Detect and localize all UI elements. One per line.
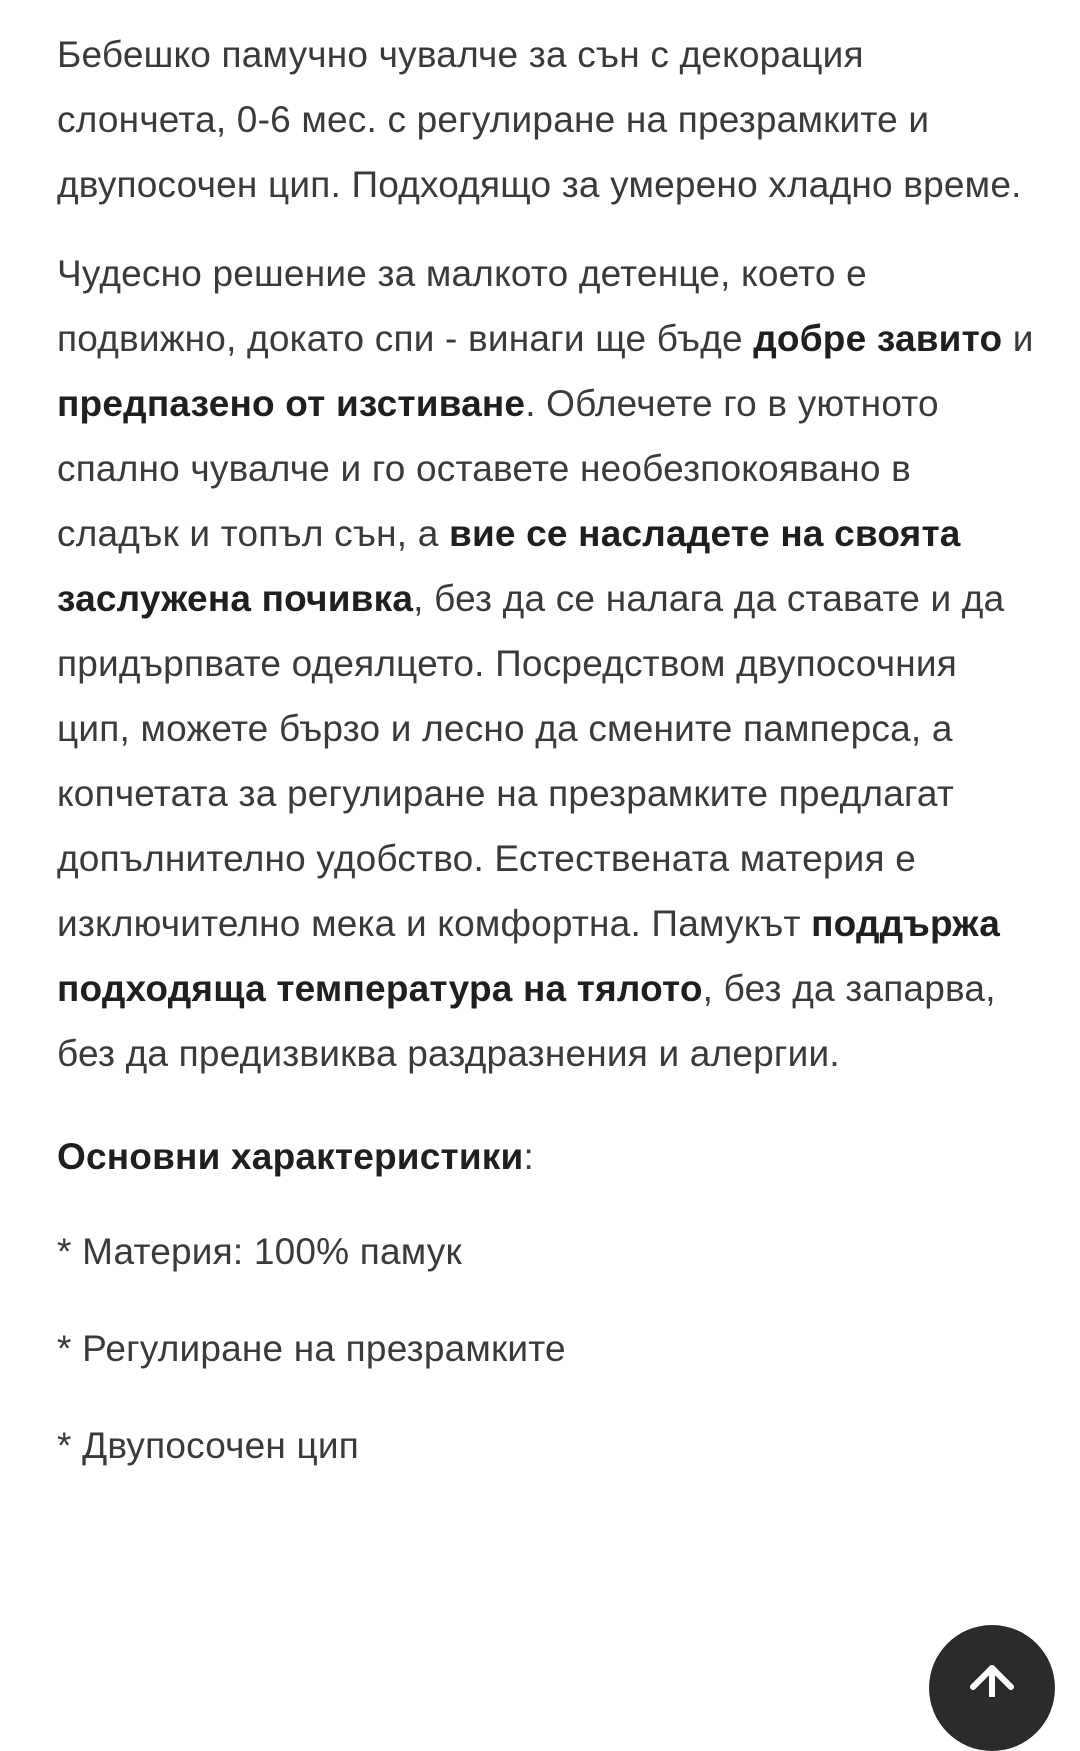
feature-item: * Материя: 100% памук — [57, 1231, 462, 1272]
description-text: , без да запарва, без да предизвиква раздразнения и алергии. — [57, 968, 996, 1074]
description-bold-text: вие се насладете на своята заслужена почивка — [57, 513, 961, 619]
product-description — [57, 22, 1037, 1510]
description-paragraph-2 — [57, 241, 1037, 1086]
description-text: и — [1002, 318, 1034, 359]
feature-item: * Двупосочен цип — [57, 1425, 360, 1466]
features-heading — [57, 1124, 1037, 1189]
description-text: , без да се налага да ставате и да придърпвате одеялцето. Посредством двупосочния цип, можете бързо и лесно да смените памперса, а копчетата за регулиране на презрамките предлагат допълнително удобство. Естествената материя е изключително мека и комфортна. Памукът — [57, 578, 1005, 944]
arrow-up-icon — [967, 1657, 1017, 1697]
description-text: Чудесно решение за малкото детенце, което е подвижно, докато спи - винаги ще бъде — [57, 253, 867, 359]
features-heading-text: Основни характеристики — [57, 1136, 524, 1177]
description-bold-text: добре завито — [753, 318, 1003, 359]
description-bold-text: предпазено от изстиване — [57, 383, 526, 424]
description-bold-text: поддържа подходяща температура на тялото — [57, 903, 1000, 1009]
description-paragraph-1: Бебешко памучно чувалче за сън с декорация слончета, 0-6 мес. с регулиране на презрамките и двупосочен цип. Подходящо за умерено хладно време. — [57, 34, 1022, 205]
description-text: . Облечете го в уютното спално чувалче и го оставете необезпокоявано в сладък и топъл сън, а — [57, 383, 939, 554]
features-heading-suffix: : — [523, 1136, 534, 1177]
scroll-to-top-button[interactable] — [929, 1625, 1055, 1751]
feature-item: * Регулиране на презрамките — [57, 1328, 566, 1369]
